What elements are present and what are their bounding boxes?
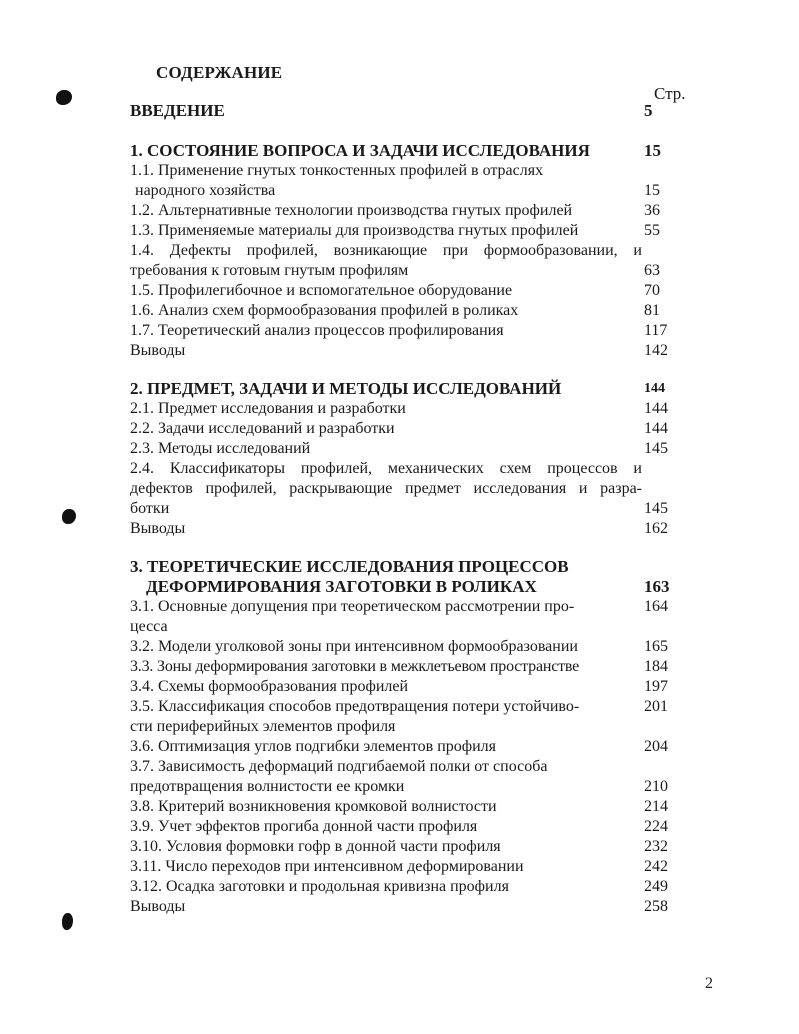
toc-entry-text xyxy=(130,597,634,637)
punch-hole-mark-bottom xyxy=(62,913,73,930)
toc-entry-page: 162 xyxy=(644,520,668,537)
toc-entry-text: 1. СОСТОЯНИЕ ВОПРОСА И ЗАДАЧИ ИССЛЕДОВАНИЯ xyxy=(130,141,590,160)
toc-entry-1-6 xyxy=(130,301,690,321)
toc-entry-page: 145 xyxy=(644,440,668,457)
toc-entry-text: 2.3. Методы исследований xyxy=(130,440,311,457)
toc-entry-page: 144 xyxy=(644,400,668,417)
toc-entry-page: 144 xyxy=(644,420,668,437)
toc-entry-text: 3.12. Осадка заготовки и продольная кривизна профиля xyxy=(130,878,509,895)
toc-entry-conclusions-1 xyxy=(130,341,690,361)
toc-entry-text xyxy=(130,161,634,201)
toc-entry-page: 15 xyxy=(644,182,660,199)
toc-entry-2-2 xyxy=(130,419,690,439)
toc-entry-page: 232 xyxy=(644,838,668,855)
toc-entry-text: 3.8. Критерий возникновения кромковой волнистости xyxy=(130,798,497,815)
toc-entry-conclusions-2 xyxy=(130,519,690,539)
toc-entry-page: 81 xyxy=(644,302,660,319)
toc-entry-text-line1: 1.1. Применение гнутых тонкостенных профилей в отраслях xyxy=(130,162,544,179)
toc-entry-text xyxy=(130,241,642,281)
toc-entry-text-line2: требования к готовым гнутым профилям xyxy=(130,262,409,279)
toc-chapter-3 xyxy=(130,557,690,597)
toc-entry-page: 70 xyxy=(644,282,660,299)
toc-entry-page: 145 xyxy=(644,500,668,517)
toc-entry-text: ВВЕДЕНИЕ xyxy=(130,101,225,120)
spacer xyxy=(130,121,690,141)
toc-entry-3-3 xyxy=(130,657,690,677)
spacer xyxy=(130,361,690,379)
toc-entry-page: 214 xyxy=(644,798,668,815)
toc-chapter-1 xyxy=(130,141,690,161)
toc-entry-text: 3.11. Число переходов при интенсивном деформировании xyxy=(130,858,524,875)
toc-entry-text: 3.9. Учет эффектов прогиба донной части профиля xyxy=(130,818,478,835)
toc-entry-text: Выводы xyxy=(130,520,186,537)
toc-entry-text-line2: цесса xyxy=(130,618,168,635)
toc-entry-page: 249 xyxy=(644,878,668,895)
toc-entry-text: 3.10. Условия формовки гофр в донной части профиля xyxy=(130,838,501,855)
toc-entry-introduction xyxy=(130,101,690,121)
toc-entry-page: 164 xyxy=(644,598,668,615)
toc-entry-page: 201 xyxy=(644,698,668,715)
toc-entry-text-line1: 3. ТЕОРЕТИЧЕСКИЕ ИССЛЕДОВАНИЯ ПРОЦЕССОВ xyxy=(130,557,569,576)
toc-entry-page: 5 xyxy=(644,101,653,120)
toc-entry-page: 184 xyxy=(644,658,668,675)
toc-entry-text: 1.6. Анализ схем формообразования профилей в роликах xyxy=(130,302,519,319)
toc-entry-1-3 xyxy=(130,221,690,241)
punch-hole-mark-top xyxy=(56,90,72,105)
toc-entry-text xyxy=(130,757,634,797)
toc-entry-text: Выводы xyxy=(130,342,186,359)
toc-entry-2-1 xyxy=(130,399,690,419)
toc-entry-3-9 xyxy=(130,817,690,837)
toc-entry-2-4 xyxy=(130,459,690,519)
toc-entry-text: 1.3. Применяемые материалы для производства гнутых профилей xyxy=(130,222,579,239)
toc-entry-text xyxy=(130,459,642,519)
toc-entry-3-2 xyxy=(130,637,690,657)
toc-entry-page: 144 xyxy=(644,381,665,396)
toc-entry-text: Выводы xyxy=(130,898,186,915)
toc-entry-3-5 xyxy=(130,697,690,737)
toc-entry-text-line1: 1.4. Дефекты профилей, возникающие при формообразовании, и xyxy=(130,242,642,259)
toc-entry-3-8 xyxy=(130,797,690,817)
page-column-label: Стр. xyxy=(654,84,686,103)
toc-entry-page: 163 xyxy=(644,577,670,596)
toc-entry-1-4 xyxy=(130,241,690,281)
table-of-contents xyxy=(130,101,690,917)
toc-entry-page: 55 xyxy=(644,222,660,239)
toc-entry-3-11 xyxy=(130,857,690,877)
toc-entry-text-line2: сти периферийных элементов профиля xyxy=(130,718,396,735)
toc-entry-text-line2: народного хозяйства xyxy=(135,182,276,199)
toc-entry-text: 1.7. Теоретический анализ процессов профилирования xyxy=(130,322,504,339)
toc-entry-page: 242 xyxy=(644,858,668,875)
toc-entry-page: 197 xyxy=(644,678,668,695)
toc-entry-3-6 xyxy=(130,737,690,757)
toc-entry-text-line1: 3.7. Зависимость деформаций подгибаемой полки от способа xyxy=(130,758,548,775)
toc-heading: СОДЕРЖАНИЕ xyxy=(156,63,283,82)
toc-entry-text: 3.2. Модели уголковой зоны при интенсивном формообразовании xyxy=(130,638,578,655)
toc-entry-page: 210 xyxy=(644,778,668,795)
toc-entry-3-4 xyxy=(130,677,690,697)
toc-entry-text: 1.2. Альтернативные технологии производства гнутых профилей xyxy=(130,202,573,219)
toc-entry-3-1 xyxy=(130,597,690,637)
toc-entry-text: 3.4. Схемы формообразования профилей xyxy=(130,678,409,695)
toc-entry-1-7 xyxy=(130,321,690,341)
toc-entry-page: 36 xyxy=(644,202,660,219)
toc-entry-page: 224 xyxy=(644,818,668,835)
toc-entry-1-5 xyxy=(130,281,690,301)
toc-entry-page: 117 xyxy=(644,322,668,339)
spacer xyxy=(130,539,690,557)
toc-entry-2-3 xyxy=(130,439,690,459)
toc-entry-text xyxy=(130,697,634,737)
toc-entry-text-line3: ботки xyxy=(130,500,170,517)
toc-entry-conclusions-3 xyxy=(130,897,690,917)
toc-entry-page: 258 xyxy=(644,898,668,915)
toc-entry-text-line2: ДЕФОРМИРОВАНИЯ ЗАГОТОВКИ В РОЛИКАХ xyxy=(146,577,537,596)
toc-entry-text-line2: предотвращения волнистости ее кромки xyxy=(130,778,405,795)
toc-entry-page: 165 xyxy=(644,638,668,655)
toc-entry-1-1 xyxy=(130,161,690,201)
toc-entry-page: 142 xyxy=(644,342,668,359)
toc-entry-text: 3.3. Зоны деформирования заготовки в межклетьевом пространстве xyxy=(130,658,580,675)
toc-entry-text-line2: дефектов профилей, раскрывающие предмет исследования и разра- xyxy=(130,480,642,497)
toc-entry-1-2 xyxy=(130,201,690,221)
toc-entry-text-line1: 2.4. Классификаторы профилей, механических схем процессов и xyxy=(130,460,642,477)
toc-entry-text-line1: 3.1. Основные допущения при теоретическом рассмотрении про- xyxy=(130,598,575,615)
page-number: 2 xyxy=(705,975,713,992)
toc-entry-text: 2. ПРЕДМЕТ, ЗАДАЧИ И МЕТОДЫ ИССЛЕДОВАНИЙ xyxy=(130,379,562,398)
toc-entry-text: 2.2. Задачи исследований и разработки xyxy=(130,420,395,437)
toc-entry-page: 15 xyxy=(644,141,661,160)
toc-entry-3-7 xyxy=(130,757,690,797)
toc-entry-3-12 xyxy=(130,877,690,897)
toc-entry-text: 2.1. Предмет исследования и разработки xyxy=(130,400,406,417)
punch-hole-mark-middle xyxy=(62,509,76,524)
toc-entry-3-10 xyxy=(130,837,690,857)
toc-entry-text: 3.6. Оптимизация углов подгибки элементов профиля xyxy=(130,738,497,755)
toc-entry-text: 1.5. Профилегибочное и вспомогательное оборудование xyxy=(130,282,513,299)
toc-chapter-2 xyxy=(130,379,690,399)
toc-entry-text xyxy=(130,557,634,597)
toc-entry-page: 63 xyxy=(644,262,660,279)
toc-entry-page: 204 xyxy=(644,738,668,755)
toc-entry-text-line1: 3.5. Классификация способов предотвращения потери устойчиво- xyxy=(130,698,580,715)
